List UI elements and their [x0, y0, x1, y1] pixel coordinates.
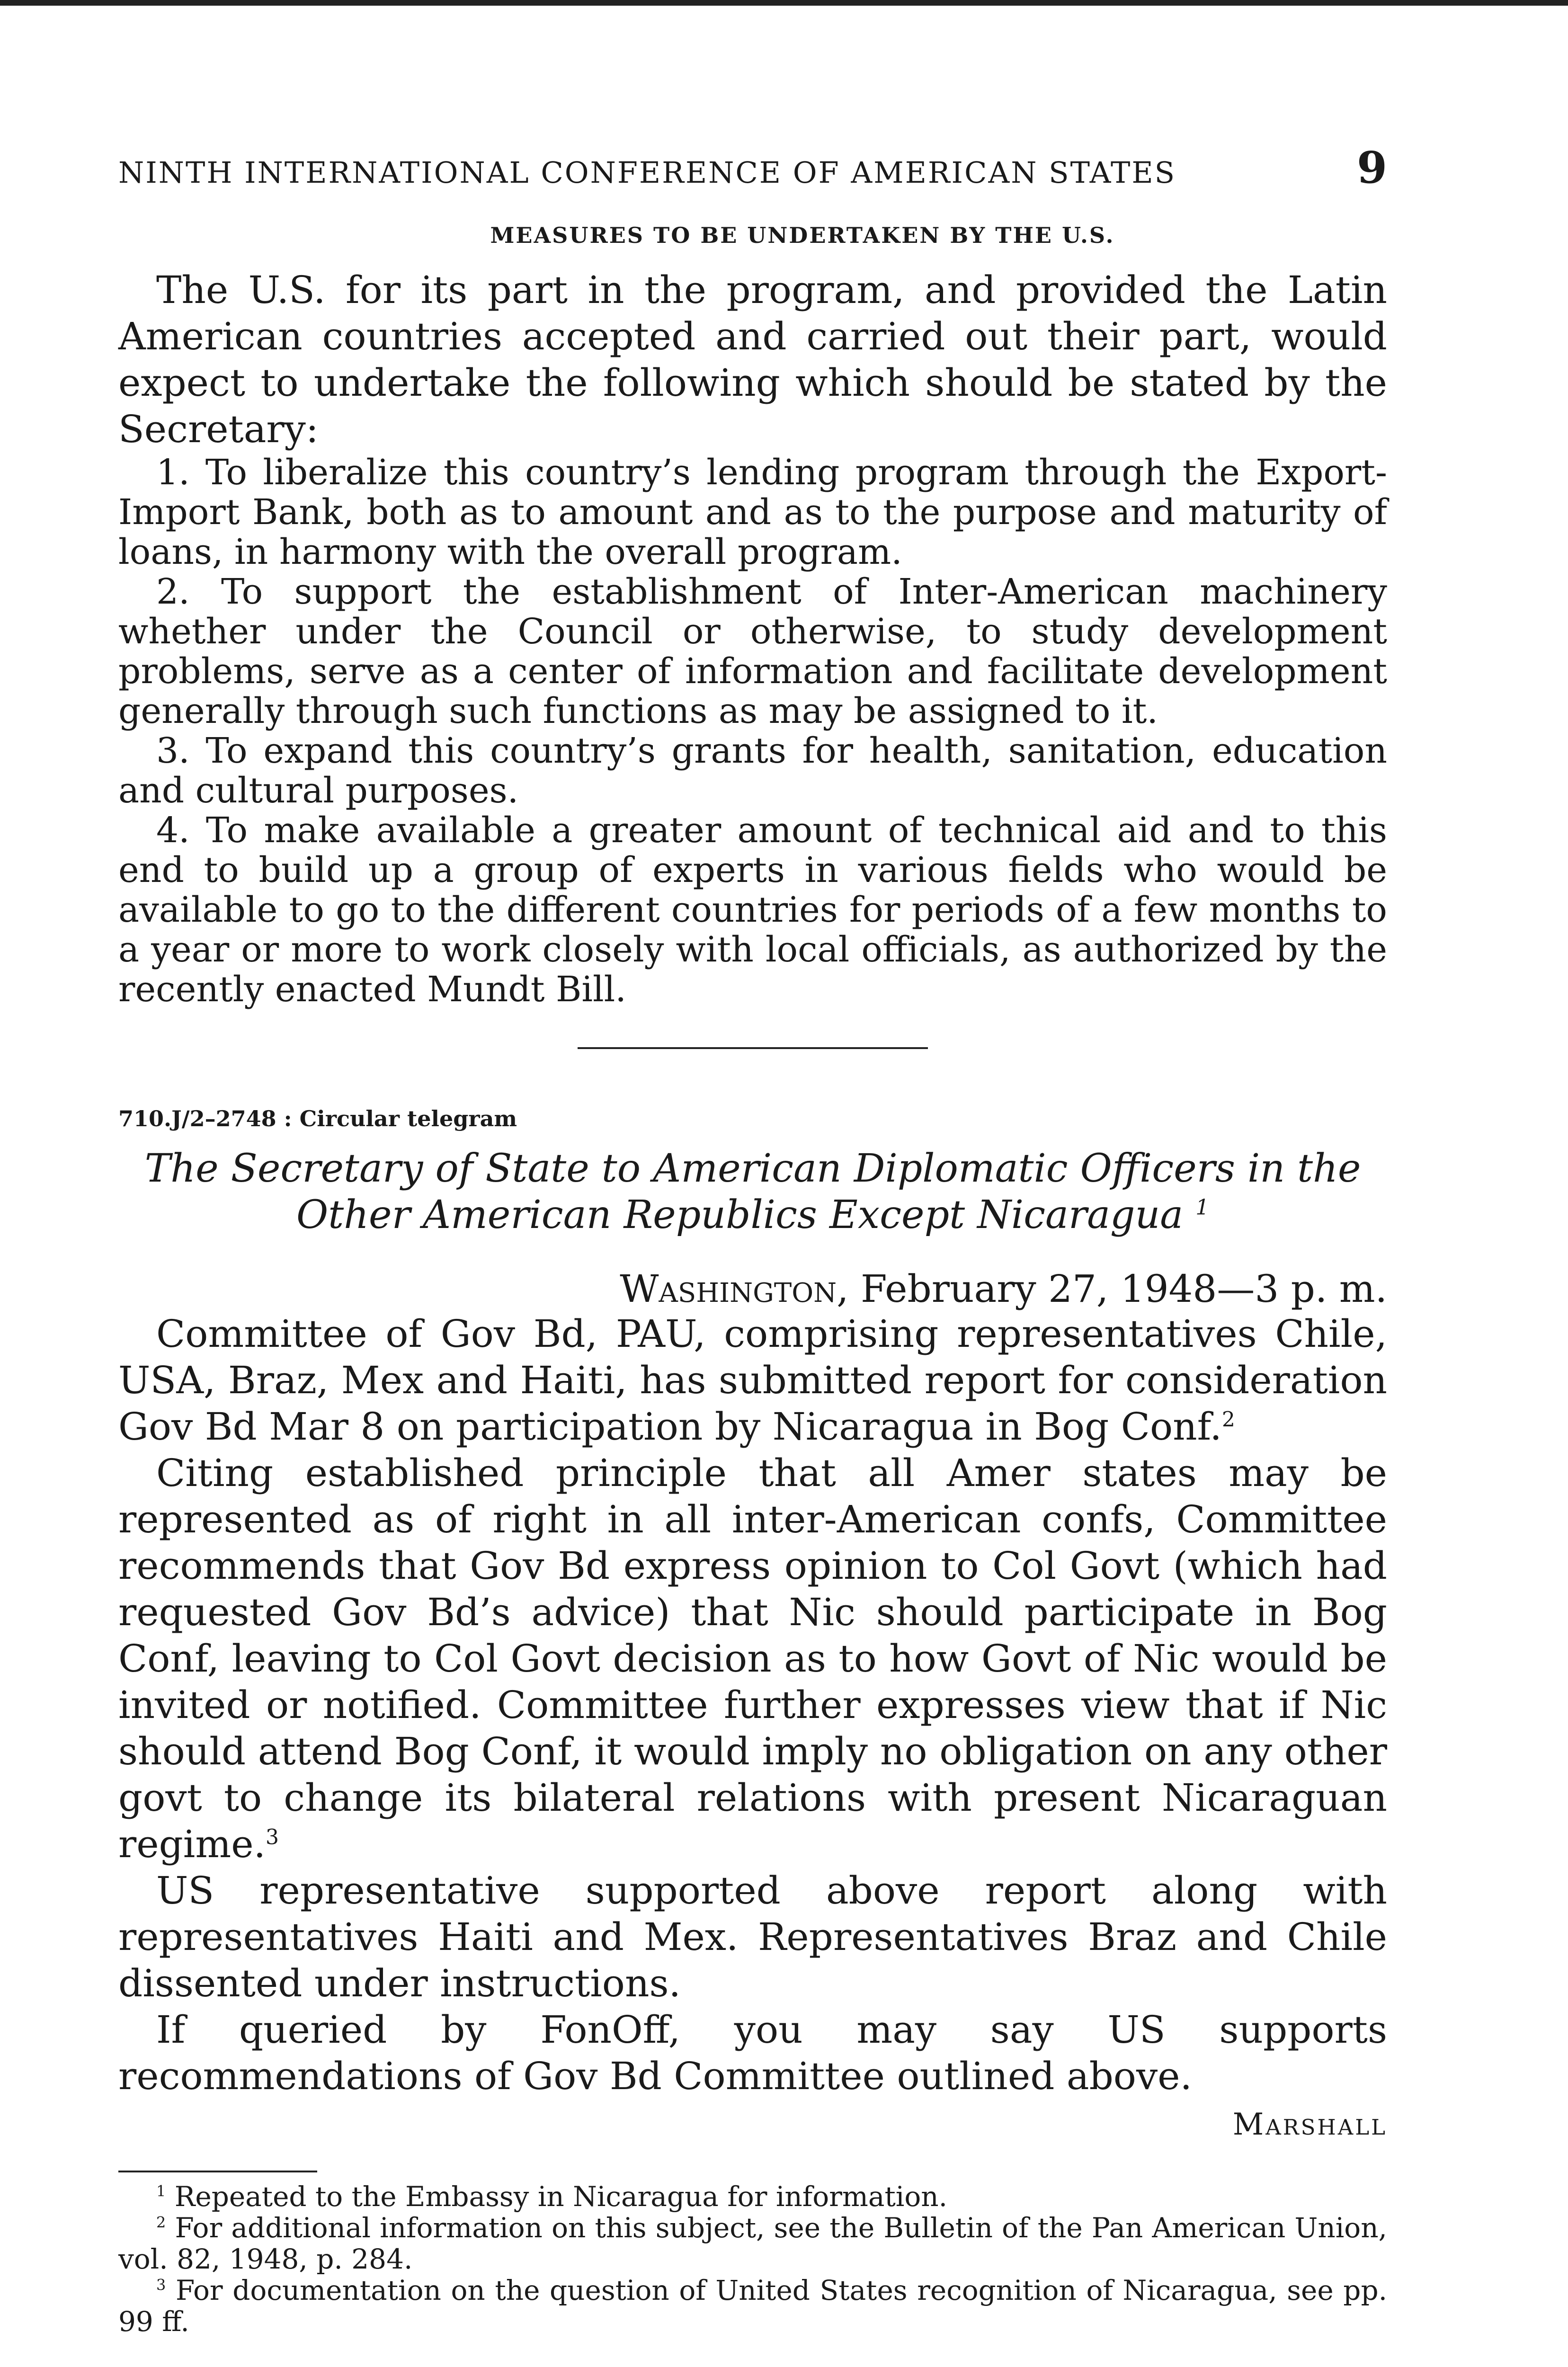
telegram-title-text: The Secretary of State to American Diplomatic Officers in the Other American Republics Except Nicaragua [144, 1146, 1361, 1237]
measure-item: 2. To support the establishment of Inter-American machinery whether under the Council or otherwise, to study development problems, serve as a center of information and facilitate development generally through such functions as may be assigned to it. [118, 571, 1387, 731]
footnote-text: Repeated to the Embassy in Nicaragua for information. [174, 2180, 948, 2213]
measure-item: 3. To expand this country’s grants for health, sanitation, education and cultural purposes. [118, 730, 1387, 811]
section-heading: MEASURES TO BE UNDERTAKEN BY THE U.S. [490, 222, 1115, 248]
footnote-ref: 3 [266, 1825, 279, 1850]
footnotes [118, 2181, 1387, 2337]
measures-section [118, 267, 1387, 1009]
footnote [118, 2212, 1387, 2275]
measure-item: 1. To liberalize this country’s lending program through the Export-Import Bank, both as to amount and as to the purpose and maturity of loans, in harmony with the overall program. [118, 452, 1387, 572]
footnote-mark: 2 [156, 2213, 166, 2232]
section-divider [578, 1047, 928, 1049]
footnote-mark: 1 [156, 2182, 166, 2200]
dateline-place: Washington, [620, 1267, 849, 1311]
footnote [118, 2181, 1387, 2212]
telegram-body [118, 1311, 1387, 2100]
paragraph-text: US representative supported above report along with representatives Haiti and Mex. Representatives Braz and Chile dissented under instructions. [118, 1869, 1387, 2005]
footnote-divider [118, 2171, 317, 2172]
paragraph-text: Committee of Gov Bd, PAU, comprising representatives Chile, USA, Braz, Mex and Haiti, has submitted report for consideration Gov Bd Mar 8 on participation by Nicaragua in Bog Conf. [118, 1312, 1387, 1449]
footnote-ref: 1 [1195, 1194, 1209, 1220]
footnote-mark: 3 [156, 2276, 166, 2294]
intro-paragraph: The U.S. for its part in the program, and provided the Latin American countries accepted and carried out their part, would expect to undertake the following which should be stated by the Secretary: [118, 268, 1387, 451]
paragraph-text: Citing established principle that all Amer states may be represented as of right in all inter-American confs, Committee recommends that Gov Bd express opinion to Col Govt (which had requested Gov Bd’s advice) that Nic should participate in Bog Conf, leaving to Col Govt decision as to how Govt of Nic would be invited or notified. Committee further expresses view that if Nic should attend Bog Conf, it would imply no obligation on any other govt to change its bilateral relations with present Nicaraguan regime. [118, 1451, 1387, 1866]
top-border-rule [0, 0, 1568, 6]
running-header [118, 142, 1387, 193]
measure-item: 4. To make available a greater amount of technical aid and to this end to build up a group of experts in various fields who would be available to go to the different countries for periods of a few months to a year or more to work closely with local officials, as authorized by the recently enacted Mundt Bill. [118, 810, 1387, 1010]
telegram-paragraph [118, 1311, 1387, 1450]
page-number: 9 [1356, 142, 1387, 193]
running-title: NINTH INTERNATIONAL CONFERENCE OF AMERICAN STATES [118, 155, 1176, 190]
footnote-text: For documentation on the question of United States recognition of Nicaragua, see pp. 99 ff. [118, 2274, 1388, 2338]
dateline [118, 1267, 1387, 1311]
dateline-date: February 27, 1948—3 p. m. [861, 1267, 1387, 1311]
footnote-text: For additional information on this subject, see the Bulletin of the Pan American Union, vol. 82, 1948, p. 284. [118, 2212, 1387, 2275]
document-page [118, 142, 1387, 2337]
telegram-paragraph [118, 1450, 1387, 1868]
footnote [118, 2275, 1387, 2337]
telegram-title [118, 1146, 1387, 1238]
telegram-paragraph [118, 2007, 1387, 2100]
file-reference: 710.J/2–2748 : Circular telegram [118, 1106, 517, 1131]
telegram-paragraph [118, 1868, 1387, 2007]
footnote-ref: 2 [1221, 1407, 1235, 1432]
signature: Marshall [1232, 2107, 1387, 2142]
paragraph-text: If queried by FonOff, you may say US supports recommendations of Gov Bd Committee outlined above. [118, 2008, 1387, 2098]
